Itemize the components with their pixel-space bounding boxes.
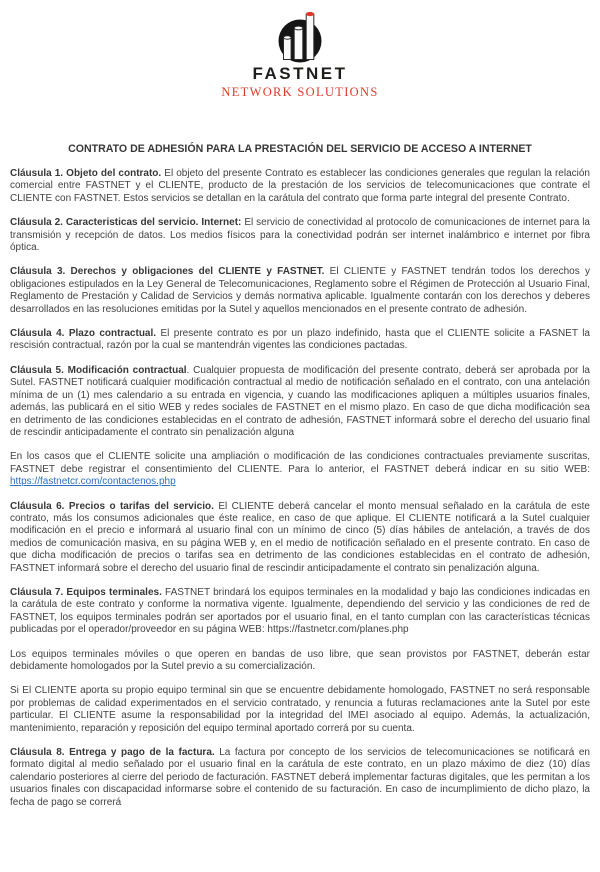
brand-name: FASTNET bbox=[252, 64, 348, 83]
clause-text: . Cualquier propuesta de modificación del presente contrato, deberá ser aprobada por la Sutel. FASTNET notificará cualquier modificación contractual al medio de notificación señalado en el contrato, con una antelación mínima de un (1) mes calendario a su entrada en vigencia, y cuando las modificaciones apliquen a múltiples usuarios finales, además, las publicará en el sitio WEB y redes sociales de FASTNET en el mismo plazo. En caso de que dicha modificación sea en detrimento de las condiciones establecidas en el contrato de adhesión, FASTNET informará sobre el derecho del usuario final de rescindir anticipadamente el contrato sin penalización alguna bbox=[10, 364, 590, 438]
contract-paragraph-clause-7 bbox=[10, 587, 590, 637]
contract-paragraph-own-equipment bbox=[10, 685, 590, 735]
clause-heading: Cláusula 3. Derechos y obligaciones del CLIENTE y FASTNET. bbox=[10, 266, 325, 278]
clause-text: Si El CLIENTE aporta su propio equipo terminal sin que se encuentre debidamente homologado, FASTNET no será responsable por problemas de calidad experimentados en el servicio contratado, y renuncia a futuras reclamaciones ante la Sutel por este particular. El CLIENTE asume la responsabilidad por la integridad del IMEI asociado al equipo. Además, la actualización, mantenimiento, reparación y reposición del equipo terminal aportado correrá por su cuenta. bbox=[10, 685, 590, 734]
clause-text: El presente contrato es por un plazo indefinido, hasta que el CLIENTE solicite a FASNET la rescisión contractual, razón por la cual se mantendrán vigentes las condiciones pactadas. bbox=[10, 328, 590, 352]
clause-text: FASTNET brindará los equipos terminales en la modalidad y bajo las condiciones indicadas en la carátula de este contrato y conforme la normativa vigente. Igualmente, dependiendo del servicio y las condiciones de red de FASTNET, los equipos terminales podrán ser aportados por el usuario final, en el tanto cumplan con las características técnicas publicadas por el operador/proveedor en su página WEB: https://fastnetcr.com/planes.php bbox=[10, 586, 590, 636]
contract-paragraph-clause-2 bbox=[10, 217, 590, 254]
clause-heading: Cláusula 8. Entrega y pago de la factura. bbox=[10, 747, 215, 759]
contract-paragraph-clause-1 bbox=[10, 168, 590, 205]
clause-heading: Cláusula 7. Equipos terminales. bbox=[10, 586, 162, 598]
clause-text: La factura por concepto de los servicios de telecomunicaciones se notificará en formato digital al medio señalado por el usuario final en la carátula de este contrato, en un plazo máximo de diez (10) días calendario posteriores al cierre del periodo de facturación. FASTNET deberá implementar facturas digitales, que les permitan a los usuarios finales con discapacidad informarse sobre el contenido de su facturación. En caso de incumplimiento de dicho plazo, la fecha de pago se correrá bbox=[10, 747, 590, 808]
fastnet-towers-icon bbox=[273, 9, 327, 65]
contract-paragraph-clause-3 bbox=[10, 266, 590, 316]
brand-tagline: NETWORK SOLUTIONS bbox=[221, 85, 379, 99]
contract-paragraph-homologation bbox=[10, 649, 590, 674]
clause-heading: Cláusula 6. Precios o tarifas del servicio. bbox=[10, 500, 214, 512]
clause-heading: Cláusula 4. Plazo contractual. bbox=[10, 328, 157, 340]
clause-text: En los casos que el CLIENTE solicite una ampliación o modificación de las condiciones contractuales previamente suscritas, FASTNET debe registrar el consentimiento del CLIENTE. Para lo anterior, el FASTNET deberá indicar en su sitio WEB: bbox=[10, 451, 590, 475]
clause-heading: Cláusula 1. Objeto del contrato. bbox=[10, 168, 162, 179]
contract-paragraph-clause-4 bbox=[10, 328, 590, 353]
clause-heading: Cláusula 5. Modificación contractual bbox=[10, 364, 187, 376]
document-title: CONTRATO DE ADHESIÓN PARA LA PRESTACIÓN DEL SERVICIO DE ACCESO A INTERNET bbox=[68, 143, 532, 155]
clause-text: Los equipos terminales móviles o que operen en bandas de uso libre, que sean provistos por FASTNET, deberán estar debidamente homologados por la Sutel previo a su comercialización. bbox=[10, 648, 590, 672]
clause-text: El objeto del presente Contrato es establecer las condiciones generales que regulan la relación comercial entre FASTNET y el CLIENTE, producto de la prestación de los servicios de telecomunicaciones que contrate el CLIENTE con FASTNET. Estos servicios se detallan en la carátula del contrato que forma parte integral del presente Contrato. bbox=[10, 168, 590, 204]
contract-paragraph-clause-5 bbox=[10, 365, 590, 439]
contactenos-link[interactable]: https://fastnetcr.com/contactenos.php bbox=[10, 476, 176, 488]
clause-text: El servicio de conectividad al protocolo de comunicaciones de internet para la transmisión y recepción de datos. Los medios físicos para la conectividad podrán ser internet inalámbrico e internet por fibra óptica. bbox=[10, 217, 590, 254]
clause-heading: Cláusula 2. Caracteristicas del servicio. Internet: bbox=[10, 217, 242, 229]
company-header bbox=[10, 0, 590, 99]
fastnet-towers-icon bbox=[10, 9, 590, 65]
contract-paragraph-clause-8 bbox=[10, 747, 590, 809]
contract-paragraph-consent bbox=[10, 451, 590, 488]
clause-text: El CLIENTE deberá cancelar el monto mensual señalado en la carátula de este contrato, más los consumos adicionales que éste realice, en caso de que aplique. El CLIENTE notificará a la Sutel cualquier modificación en el precio e informará al usuario final con un mínimo de cinco (5) días hábiles de antelación, a través de dos medios de comunicación masiva, en su página WEB y, en el medio de notificación señalado en el presente contrato. En caso de que dicha modificación de precios o tarifas sea en detrimento de las condiciones establecidas en el contrato de adhesión, FASTNET informará sobre el derecho del usuario final de rescindir anticipadamente el contrato sin penalización alguna. bbox=[10, 500, 590, 574]
contract-paragraph-clause-6 bbox=[10, 501, 590, 575]
clause-text: El CLIENTE y FASTNET tendrán todos los derechos y obligaciones estipulados en la Ley General de Telecomunicaciones, Reglamento sobre el Régimen de Protección al Usuario Final, Reglamento de Prestación y Calidad de Servicios y demás normativa aplicable. Igualmente contarán con los derechos y deberes desarrollados en las resoluciones emitidas por la Sutel y aquellos mencionados en el presente contrato de adhesión. bbox=[10, 266, 590, 315]
